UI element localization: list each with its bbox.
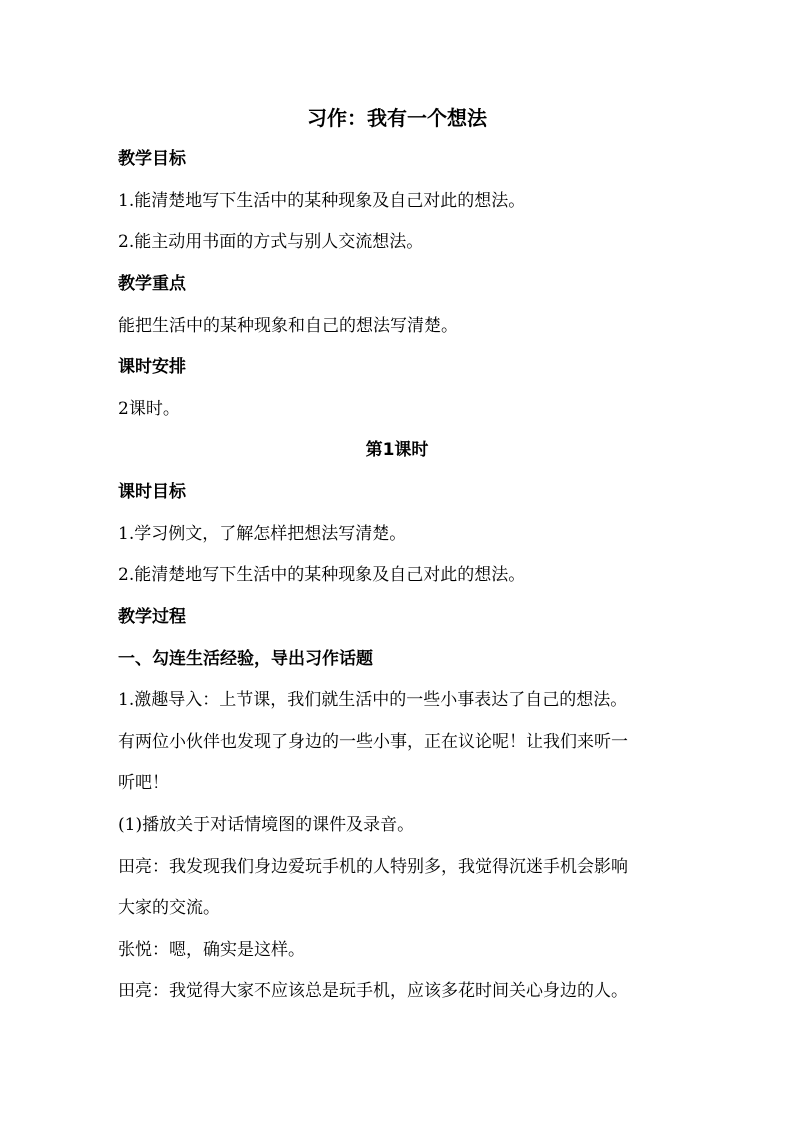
paragraph-intro-line-3: 听吧！ xyxy=(118,773,169,793)
heading-lesson-goals: 课时目标 xyxy=(118,482,186,502)
goal-item-2: 2.能主动用书面的方式与别人交流想法。 xyxy=(118,232,424,252)
dialogue-tianliang-2: 田亮：我觉得大家不应该总是玩手机，应该多花时间关心身边的人。 xyxy=(118,981,628,1001)
document-title: 习作：我有一个想法 xyxy=(307,106,487,130)
step-1-heading: 一、勾连生活经验，导出习作话题 xyxy=(118,649,373,669)
lesson-title: 第1课时 xyxy=(365,440,429,460)
lesson-goal-item-1: 1.学习例文，了解怎样把想法写清楚。 xyxy=(118,524,407,544)
heading-teaching-goals: 教学目标 xyxy=(118,149,186,169)
paragraph-intro-line-2: 有两位小伙伴也发现了身边的一些小事，正在议论呢！让我们来听一 xyxy=(118,732,628,752)
lesson-goal-item-2: 2.能清楚地写下生活中的某种现象及自己对此的想法。 xyxy=(118,565,526,585)
goal-item-1: 1.能清楚地写下生活中的某种现象及自己对此的想法。 xyxy=(118,191,526,211)
schedule-text: 2课时。 xyxy=(118,399,180,419)
dialogue-tianliang-1-line-2: 大家的交流。 xyxy=(118,898,220,918)
key-point-text: 能把生活中的某种现象和自己的想法写清楚。 xyxy=(118,316,458,336)
dialogue-zhangyue: 张悦：嗯，确实是这样。 xyxy=(118,940,305,960)
heading-teaching-process: 教学过程 xyxy=(118,607,186,627)
heading-schedule: 课时安排 xyxy=(118,357,186,377)
dialogue-tianliang-1-line-1: 田亮：我发现我们身边爱玩手机的人特别多，我觉得沉迷手机会影响 xyxy=(118,857,628,877)
paragraph-courseware: (1)播放关于对话情境图的课件及录音。 xyxy=(118,815,415,835)
paragraph-intro-line-1: 1.激趣导入：上节课，我们就生活中的一些小事表达了自己的想法。 xyxy=(118,690,628,710)
heading-key-points: 教学重点 xyxy=(118,274,186,294)
